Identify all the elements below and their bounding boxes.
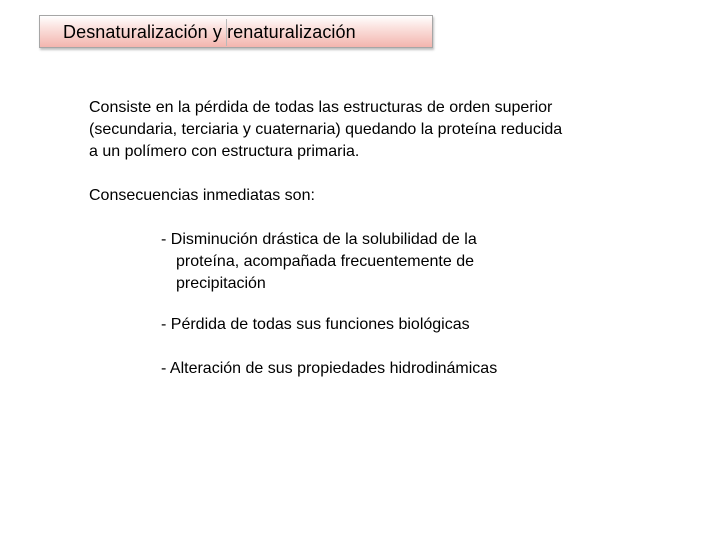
bullet-item <box>161 358 497 380</box>
consequences-heading: Consecuencias inmediatas son: <box>89 187 315 204</box>
intro-paragraph <box>89 97 562 163</box>
intro-line: (secundaria, terciaria y cuaternaria) quedando la proteína reducida <box>89 121 563 138</box>
bullet-line: - Disminución drástica de la solubilidad de la <box>161 231 477 248</box>
intro-line: a un polímero con estructura primaria. <box>89 143 360 160</box>
intro-line: Consiste en la pérdida de todas las estructuras de orden superior <box>89 99 553 116</box>
bullet-item <box>161 229 477 295</box>
bullet-line: precipitación <box>176 275 266 292</box>
title-box <box>39 15 433 48</box>
slide-title: Desnaturalización y renaturalización <box>63 22 356 42</box>
bullet-line: proteína, acompañada frecuentemente de <box>176 253 474 270</box>
bullet-item <box>161 314 470 336</box>
bullet-line: - Alteración de sus propiedades hidrodinámicas <box>161 360 498 377</box>
bullet-line: - Pérdida de todas sus funciones biológicas <box>161 316 470 333</box>
